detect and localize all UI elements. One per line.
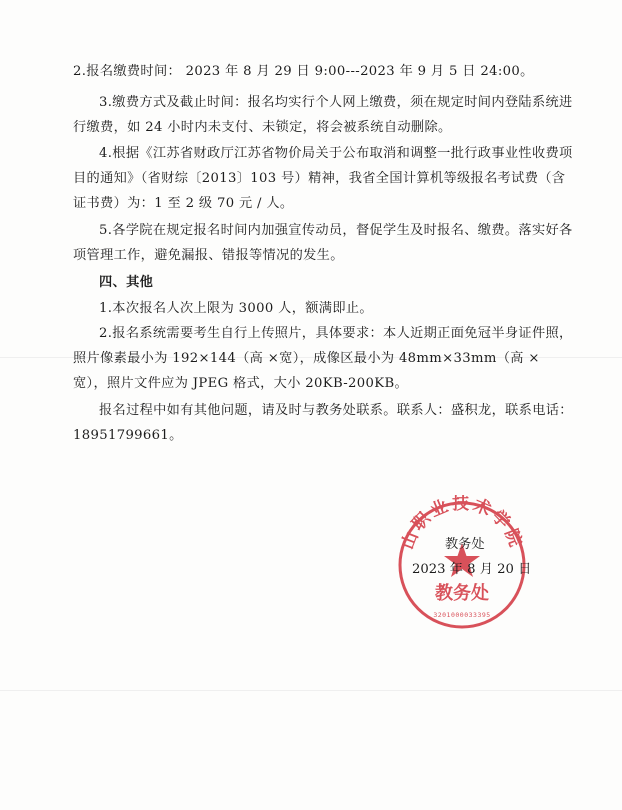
svg-text:教务处: 教务处 <box>435 583 489 604</box>
svg-text:3201000033395: 3201000033395 <box>433 611 491 619</box>
paragraph-payment-method: 3.缴费方式及截止时间：报名均实行个人网上缴费，须在规定时间内登陆系统进行缴费，如 24 小时内未支付、未锁定，将会被系统自动删除。 <box>73 95 573 135</box>
section-title-other: 四、其他 <box>99 275 154 290</box>
paragraph-college-duties: 5.各学院在规定报名时间内加强宣传动员，督促学生及时报名、缴费。落实好各项管理工作，避免漏报、错报等情况的发生。 <box>73 223 573 263</box>
svg-text:山职业技术学院: 山职业技术学院 <box>397 495 527 553</box>
paragraph-photo-requirements: 2.报名系统需要考生自行上传照片，具体要求：本人近期正面免冠半身证件照，照片像素最小为 192×144（高 ×宽），成像区最小为 48mm×33mm（高 ×宽），照片文件应为 JPEG 格式，大小 20KB-200KB。 <box>73 326 573 391</box>
paragraph-quota: 1.本次报名人次上限为 3000 人，额满即止。 <box>99 301 373 316</box>
signature-date: 2023 年 8 月 20 日 <box>412 562 532 577</box>
paragraph-contact: 报名过程中如有其他问题，请及时与教务处联系。联系人：盛积龙，联系电话：18951799661。 <box>73 403 573 443</box>
scan-artifact <box>0 690 622 691</box>
signature-office: 教务处 <box>445 537 485 552</box>
paragraph-fee-basis: 4.根据《江苏省财政厅江苏省物价局关于公布取消和调整一批行政事业性收费项目的通知》（省财综〔2013〕103 号）精神，我省全国计算机等级报名考试费（含证书费）为：1 至 2 级 70 元 / 人。 <box>73 146 573 211</box>
paragraph-payment-time: 2.报名缴费时间： 2023 年 8 月 29 日 9:00---2023 年 9 月 5 日 24:00。 <box>73 64 534 79</box>
